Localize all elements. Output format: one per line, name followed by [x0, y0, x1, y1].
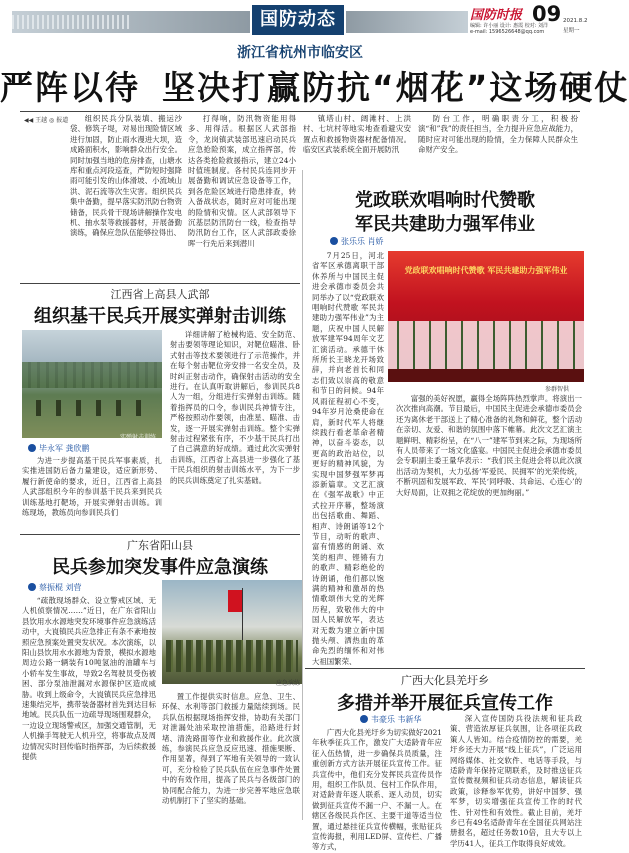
- date: 2021.8.2: [563, 18, 588, 24]
- art4-headline-2: 军民共建助力强军伟业: [355, 214, 535, 235]
- art2-photo: [22, 330, 162, 438]
- section-title: 国防动态: [260, 9, 336, 30]
- art1-headline: 严阵以待 坚决打赢防抗“烟花”这场硬仗: [0, 68, 629, 107]
- art1-top-rule: [20, 111, 580, 112]
- art4-headline-1: 党政联欢唱响时代赞歌: [355, 190, 535, 211]
- art4-bottom-rule: [305, 668, 585, 669]
- art2-col-right: 详细讲解了枪械构造、安全防范、射击要领等理论知识，对靶位瞄准、卧式射击等技术要领进行了示范操作，并在每个射击靶位旁安排一名安全员，及时纠正射击动作，确保射击活动的安全进行。在认真听取讲解后，参训民兵8人为一组，分组进行实弹射击训练。随着指挥员的口令，参训民兵神情专注，严格按照动作要领，由准星、瞄准、击发，逐一开展实弹射击训练。整个实弹射击过程紧张有序，不少基干民兵打出了自己满意的好成绩。通过此次实弹射击训练，江西省上高县进一步强化了基干民兵组织的射击训练水平，为下一步的民兵训练奠定了扎实基础。: [170, 330, 300, 485]
- editor-line: 编辑: 许小丽 设计: 惠霞 校对: 刘洋: [470, 23, 549, 29]
- art3-byline: 蔡振棍 刘营: [28, 582, 82, 593]
- paper-logo: 国防时报: [470, 8, 523, 23]
- email-line: e-mail: 1596526648@qq.com: [470, 29, 545, 35]
- art3-photo-troops: [166, 640, 298, 672]
- art4-caption: 参群智供: [545, 386, 570, 393]
- art3-caption: 应急演练: [276, 680, 301, 687]
- art3-col-right: 置工作提供实时信息。应急、卫生、环保、水利等部门救援力量陆续到场。民兵队伍根据现场指挥安排，协助有关部门对泄漏处油采取控油措施，沿路进行封堵、清洗路面等作业和救援作业。此次演练，参演民兵应急反应迅速、措施果断、作用显著，得到了军地有关领导的一致认可，充分检验了民兵队伍在应急事件处置中的有效作用，提高了民兵与各级部门的协同配合能力，为进一步完善军地应急联动机制打下了坚实的基础。: [162, 692, 300, 806]
- art2-photo-shooters: [36, 400, 148, 416]
- art2-col-left: 为进一步提高基干民兵军事素质，扎实推进国防后备力量建设，适应新形势、履行新使命的要求，近日，江西省上高县人武部组织今年的参训基干民兵来到民兵训练基地打靶场，开展实弹射击训练。训练现场，教练员向参训民兵们: [22, 456, 162, 518]
- byline-dot-icon: [360, 715, 368, 723]
- art1-col1: 组织民兵分队装填、搬运沙袋、修筑子堤，对易出现险情区域进行加固，防止雨水漫进大坝，造成路面积水，影响群众出行安全。同时加强当地的危房排查，山塘水库和重点河段巡查，严防短时强降雨可能引发的山体滑坡、小流域山洪、泥石流等次生灾害。组织民兵集中备勤，提早落实防汛防台物资储备，民兵骨干现场讲解操作发电机、抽水泵等救援器材，开展备勤演练，确保应急队伍能够拉得出、: [70, 114, 182, 238]
- section-tab: [252, 5, 344, 35]
- byline-dot-icon: [330, 237, 338, 245]
- byline-dot-icon: [28, 583, 36, 591]
- art4-photo-banner: 党政联欢唱响时代赞歌 军民共建助力强军伟业: [404, 266, 568, 275]
- art3-col-left: “疏散现场群众、设立警戒区域、无人机侦察情况……”近日，在广东省阳山县饮用水水源地突发环境事件应急演练活动中，大崀镇民兵应急排正有条不紊地按照应急预案处置突发状况。本次演练，以阳山县饮用水水源地为背景，模拟水源地周边公路一辆装有10吨氢油的油罐车与小轿车发生事故，导致2名驾驶员受伤被困、部分泵油泄漏对水源保护区造成威胁。收到上级命令，大崀镇民兵应急排迅速集结完毕，携带装备器材首先到达目标地域。民兵队伍一边疏导现场围观群众，一边设立现场警戒区，加强交通管制，无人机操手驾驶无人机升空，将事故点及周边情况实时回传临时指挥部，为后续救援提供: [22, 596, 156, 762]
- masthead: [0, 0, 600, 40]
- weekday: 星期一: [563, 28, 580, 34]
- art2-byline: 毕永军 龚欣鹏: [28, 443, 90, 454]
- masthead-left-stripes: [12, 15, 132, 29]
- art1-col2: 打得响，防汛物资能用得多、用得活。根据区人武部指令，龙岗镇武装部迅速启动民兵应急抢险预案，成立指挥部，传达各类抢险救援指示，建立24小时值班制度。各村民兵连同步开展备勤和调试应急设备等工作，到各危险区域进行隐患排查，转入备战状态，随时应对可能出现的险情和灾情。区人武部领导下沉基层防汛防台一线，检查指导防汛防台工作，区人武部政委徐晖一行先后来到潜川: [188, 114, 296, 248]
- page-number: 09: [532, 2, 562, 26]
- art5-col-left: 广西大化县羌圩乡为切实做好2021年秋季征兵工作，激发广大适龄青年应征入伍热情，进一步确保兵员质量，注重创新方式方法开展征兵宣传工作。征兵宣传中，他们充分发挥民兵宣传员作用，组织工作队员、包村工作队作用，对适龄青年逐人联系、逐人动员，切实做到征兵宣传不漏一户、不漏一人。在辖区各级民兵作区、主要干道等适当位置，通过悬挂征兵宣传横幅，张贴征兵宣传海报，利用LED屏、宣传栏、广播等方式，: [312, 728, 442, 852]
- art2-headline: 组织基干民兵开展实弹射击训练: [34, 306, 286, 327]
- art5-byline: 韦豪乐 韦新华: [360, 714, 422, 725]
- art1-col3: 镇塔山村、阔滩村、上洪村、七坑村等地实地查看避灾安置点和救援物资器材配备情况。临安区武装系统全面开展防汛: [303, 114, 411, 155]
- art1-col4: 防台工作，明确职责分工，积极扮演“和”我”的责任担当，全力提升应急应战能力，随时应对可能出现的险情，全力保障人民群众生命财产安全。: [418, 114, 578, 155]
- art3-kicker: 广东省阳山县: [127, 539, 193, 552]
- art3-headline: 民兵参加突发事件应急演练: [52, 557, 268, 578]
- art3-photo-flag: [228, 590, 242, 612]
- column-divider: [302, 170, 303, 820]
- art4-col-left: 7月25日，河北省军区承德离职干部休养所与中国民主促进会承德市委员会共同举办了以“党政联欢唱响时代赞歌 军民共建助力强军伟业”为主题，庆祝中国人民解放军建军94周年文艺汇演活动。承德干休所所长王晓龙开场致辞，并向老首长和同志们致以崇高的敬意和节日的问候。94年风雨征程初心不变，94年岁月沧桑使命在肩，新时代军人将继续践行看老革命者精神，以奋斗姿态，以更高的政治站位，以更好的精神风貌，为实现中国梦强军梦再添新篇章。文艺汇演在《强军战歌》中正式拉开序幕，整场演出包括歌曲、舞蹈、相声、诗朗诵等12个节目，动听的歌声、富有情感的朗诵、欢笑的相声、铿锵有力的歌声、精彩绝伦的诗朗诵，他们都以饱满的精神和激昂的热情歌颂伟大党的光辉历程，致敬伟大的中国人民解放军，表达对无数为建立新中国抛头颅、洒热血的革命先烈的缅怀和对伟大祖国繁荣、: [312, 251, 384, 666]
- art4-col-right: 富强的美好祝愿，赢得全场阵阵热烈掌声。将演出一次次推向高潮。节目最后，中国民主促进会承德市委员会还为离休老干部送上了精心准备的礼物和鲜花，整个活动在亲切、友爱、和谐的氛围中落下帷幕。此次文艺汇演主题鲜明、精彩纷呈，在“八一”建军节到来之际，为现场所有人员带来了一场文化盛宴。中国民主促进会承德市委员会专职副主委王量华表示：“我们民主促进会将以此次演出活动为契机，大力弘扬‘军爱民、民拥军’的光荣传统，不断巩固和发展军政、军民‘同呼吸、共命运、心连心’的大好局面，让双拥之花绽放的更加绚丽。”: [396, 394, 582, 497]
- art5-kicker: 广西大化县羌圩乡: [401, 674, 489, 687]
- masthead-right-bar: [346, 11, 468, 33]
- art2-caption: 实弹射击训练: [120, 434, 157, 441]
- art1-kicker: 浙江省杭州市临安区: [237, 45, 363, 61]
- art4-byline: 张乐乐 肖娇: [330, 236, 384, 247]
- art2-kicker: 江西省上高县人武部: [110, 288, 210, 301]
- art4-photo: [388, 251, 584, 382]
- art5-col-right: 深入宣传国防兵役法规和征兵政策、营造浓厚征兵氛围，让各项征兵政策人人皆知。结合疫情防控的需要，羌圩乡还大力开展“线上征兵”，广泛运用网络媒体、社交软件、电话等手段，与适龄青年保持定期联系，及时推送征兵宣传微视频和征兵动态信息，解读征兵政策，诊释参军优势，讲好中国梦、强军梦，切实增强征兵宣传工作的时代性、针对性和有效性。截止目前，羌圩乡已有49名适龄青年在全国征兵网站注册报名，超过任务数10倍，且大专以上学历41人，征兵工作取得良好成效。: [450, 714, 582, 848]
- art3-photo: [162, 580, 302, 684]
- byline-dot-icon: [28, 444, 36, 452]
- art5-headline: 多措并举开展征兵宣传工作: [337, 693, 553, 714]
- art2-bottom-rule: [20, 534, 300, 535]
- art2-photo-trees: [22, 362, 162, 388]
- art1-byline: ◀◀ 王越 ◎ 报道: [24, 117, 69, 124]
- art1-bottom-rule: [20, 283, 300, 284]
- art4-photo-stage: [388, 369, 584, 382]
